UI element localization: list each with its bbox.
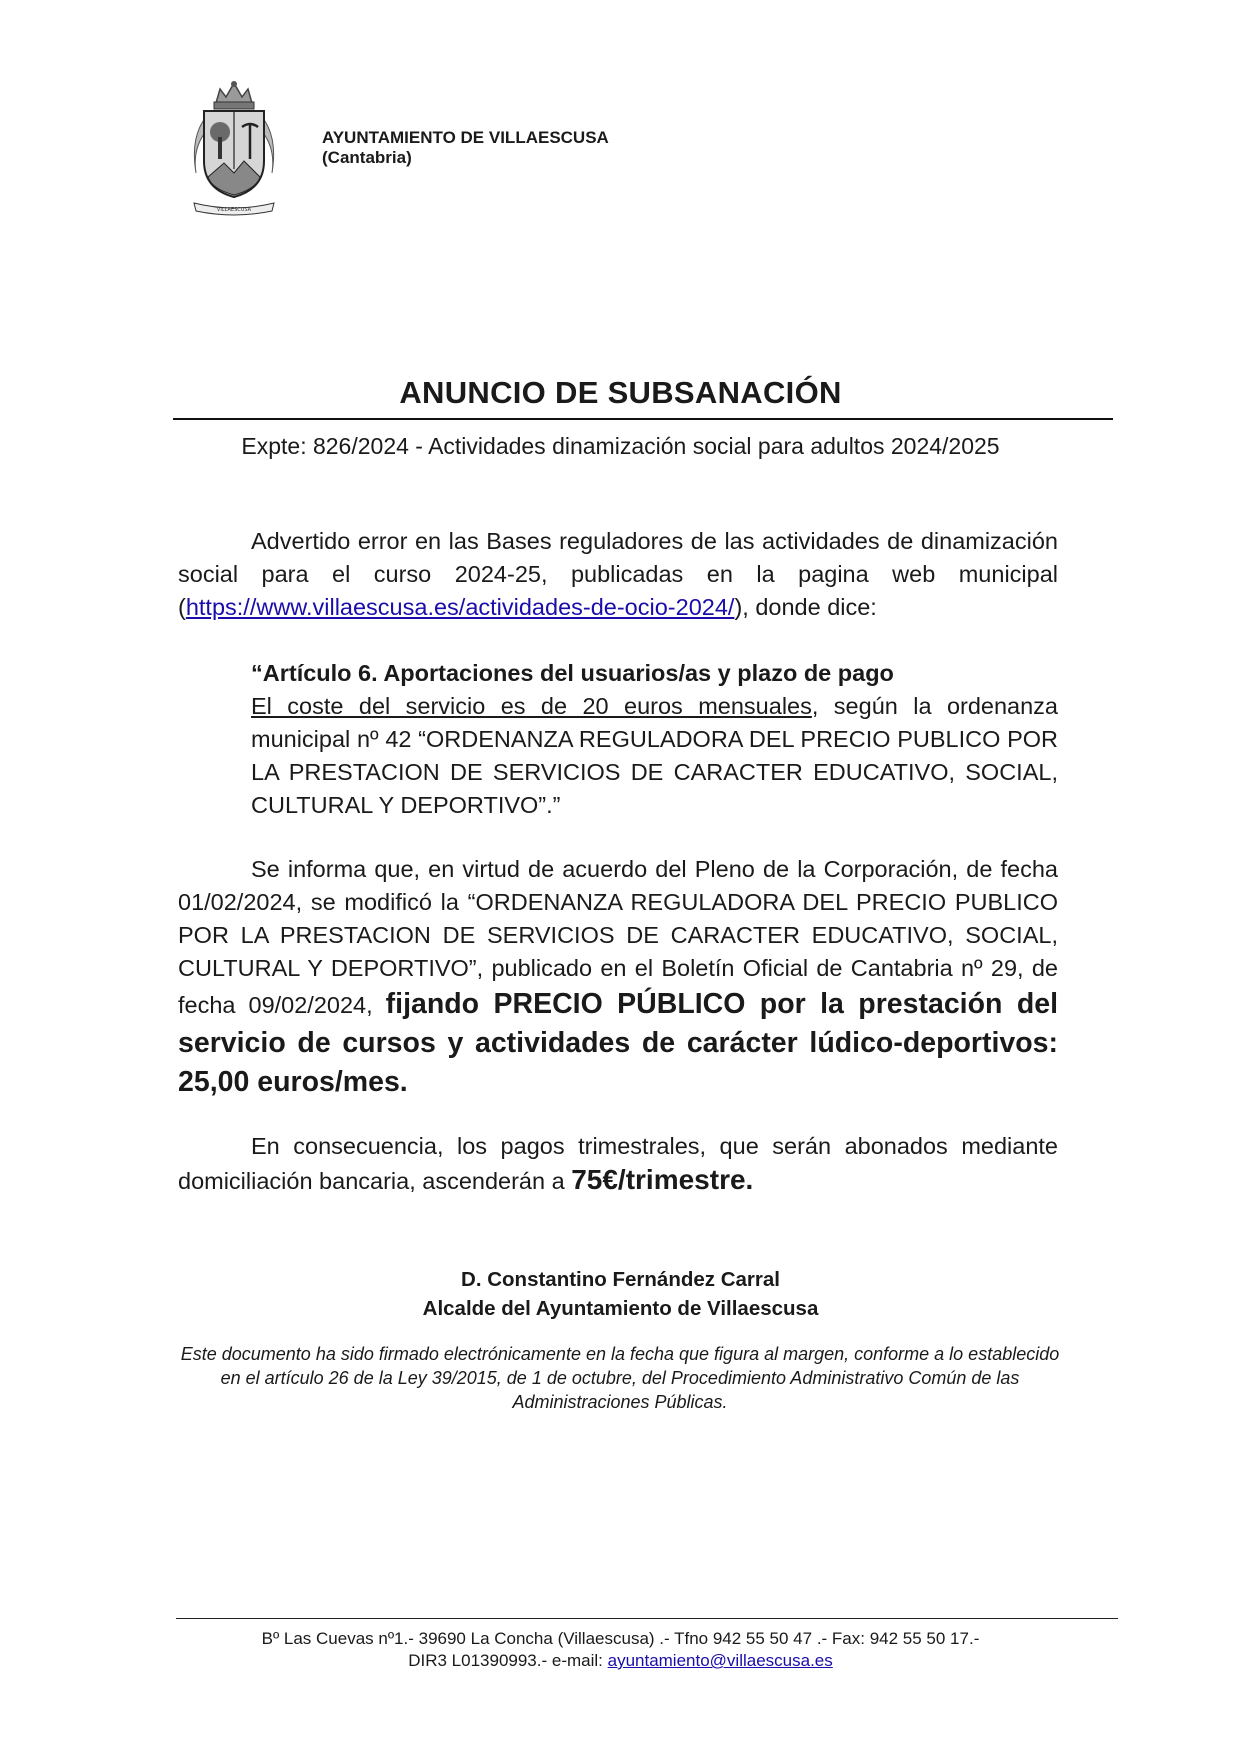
bases-web-link[interactable]: https://www.villaescusa.es/actividades-de-ocio-2024/ xyxy=(185,594,735,620)
p2-public-price-highlight: fijando PRECIO PÚBLICO por la prestación del servicio de cursos y actividades de carácter lúdico-deportivos: 25,00 euros/mes. xyxy=(178,988,1058,1098)
title-divider xyxy=(173,418,1113,420)
svg-text:VILLAESCUSA: VILLAESCUSA xyxy=(216,207,252,213)
footer-dir3: DIR3 L01390993.- e-mail: xyxy=(408,1651,608,1670)
electronic-signature-note: Este documento ha sido firmado electrónicamente en la fecha que figura al margen, conforme a lo establecido en el artículo 26 de la Ley 39/2015, de 1 de octubre, del Procedimiento Administrativo Común de las Administraciones Públicas. xyxy=(180,1344,1060,1412)
organization-name: AYUNTAMIENTO DE VILLAESCUSA xyxy=(322,128,609,147)
organization-region: (Cantabria) xyxy=(322,148,412,167)
signer-name: D. Constantino Fernández Carral xyxy=(461,1268,780,1291)
paragraph-quarterly-payment xyxy=(178,1130,1058,1198)
document-title: ANUNCIO DE SUBSANACIÓN xyxy=(399,375,842,410)
expediente-line: Expte: 826/2024 - Actividades dinamización social para adultos 2024/2025 xyxy=(241,433,1000,459)
footer-divider xyxy=(176,1618,1118,1619)
page-footer xyxy=(0,1628,1241,1672)
paragraph-error-notice xyxy=(178,525,1058,624)
article-body xyxy=(251,690,1058,822)
article-rest: , según la ordenanza municipal nº 42 “ORDENANZA REGULADORA DEL PRECIO PUBLICO POR LA PRESTACION DE SERVICIOS DE CARACTER EDUCATIVO, SOCIAL, CULTURAL Y DEPORTIVO”.” xyxy=(251,693,1059,818)
signer-role: Alcalde del Ayuntamiento de Villaescusa xyxy=(422,1297,819,1320)
footer-address: Bº Las Cuevas nº1.- 39690 La Concha (Villaescusa) .- Tfno 942 55 50 47 .- Fax: 942 55 50 17.- xyxy=(261,1629,980,1648)
p1-text-start: Advertido error en las Bases reguladores de las actividades de dinamización social para el curso 2024-25, publicadas en la pagina web municipal ( xyxy=(178,528,1058,620)
signature-block xyxy=(0,1265,1241,1323)
article-underlined-cost: El coste del servicio es de 20 euros mensuales xyxy=(251,693,812,719)
municipal-crest-logo xyxy=(186,77,282,217)
footer-contact xyxy=(0,1650,1241,1672)
article-heading: “Artículo 6. Aportaciones del usuarios/as y plazo de pago xyxy=(251,660,894,686)
p1-text-end: ), donde dice: xyxy=(734,594,877,620)
p2-text: Se informa que, en virtud de acuerdo del Pleno de la Corporación, de fecha 01/02/2024, se modificó la “ORDENANZA REGULADORA DEL PRECIO PUBLICO POR LA PRESTACION DE SERVICIOS DE CARACTER EDUCATIVO, SOCIAL, CULTURAL Y DEPORTIVO”, publicado en el Boletín Oficial de Cantabria nº 29, de fecha 09/02/2024, xyxy=(178,856,1058,1018)
footer-email-link[interactable]: ayuntamiento@villaescusa.es xyxy=(607,1651,833,1670)
quoted-article xyxy=(251,657,1058,822)
p3-amount-highlight: 75€/trimestre. xyxy=(571,1164,754,1195)
p3-text: En consecuencia, los pagos trimestrales, que serán abonados mediante domiciliación bancaria, ascenderán a xyxy=(178,1133,1058,1194)
organization-header xyxy=(322,128,609,168)
paragraph-ordinance-update xyxy=(178,853,1058,1102)
